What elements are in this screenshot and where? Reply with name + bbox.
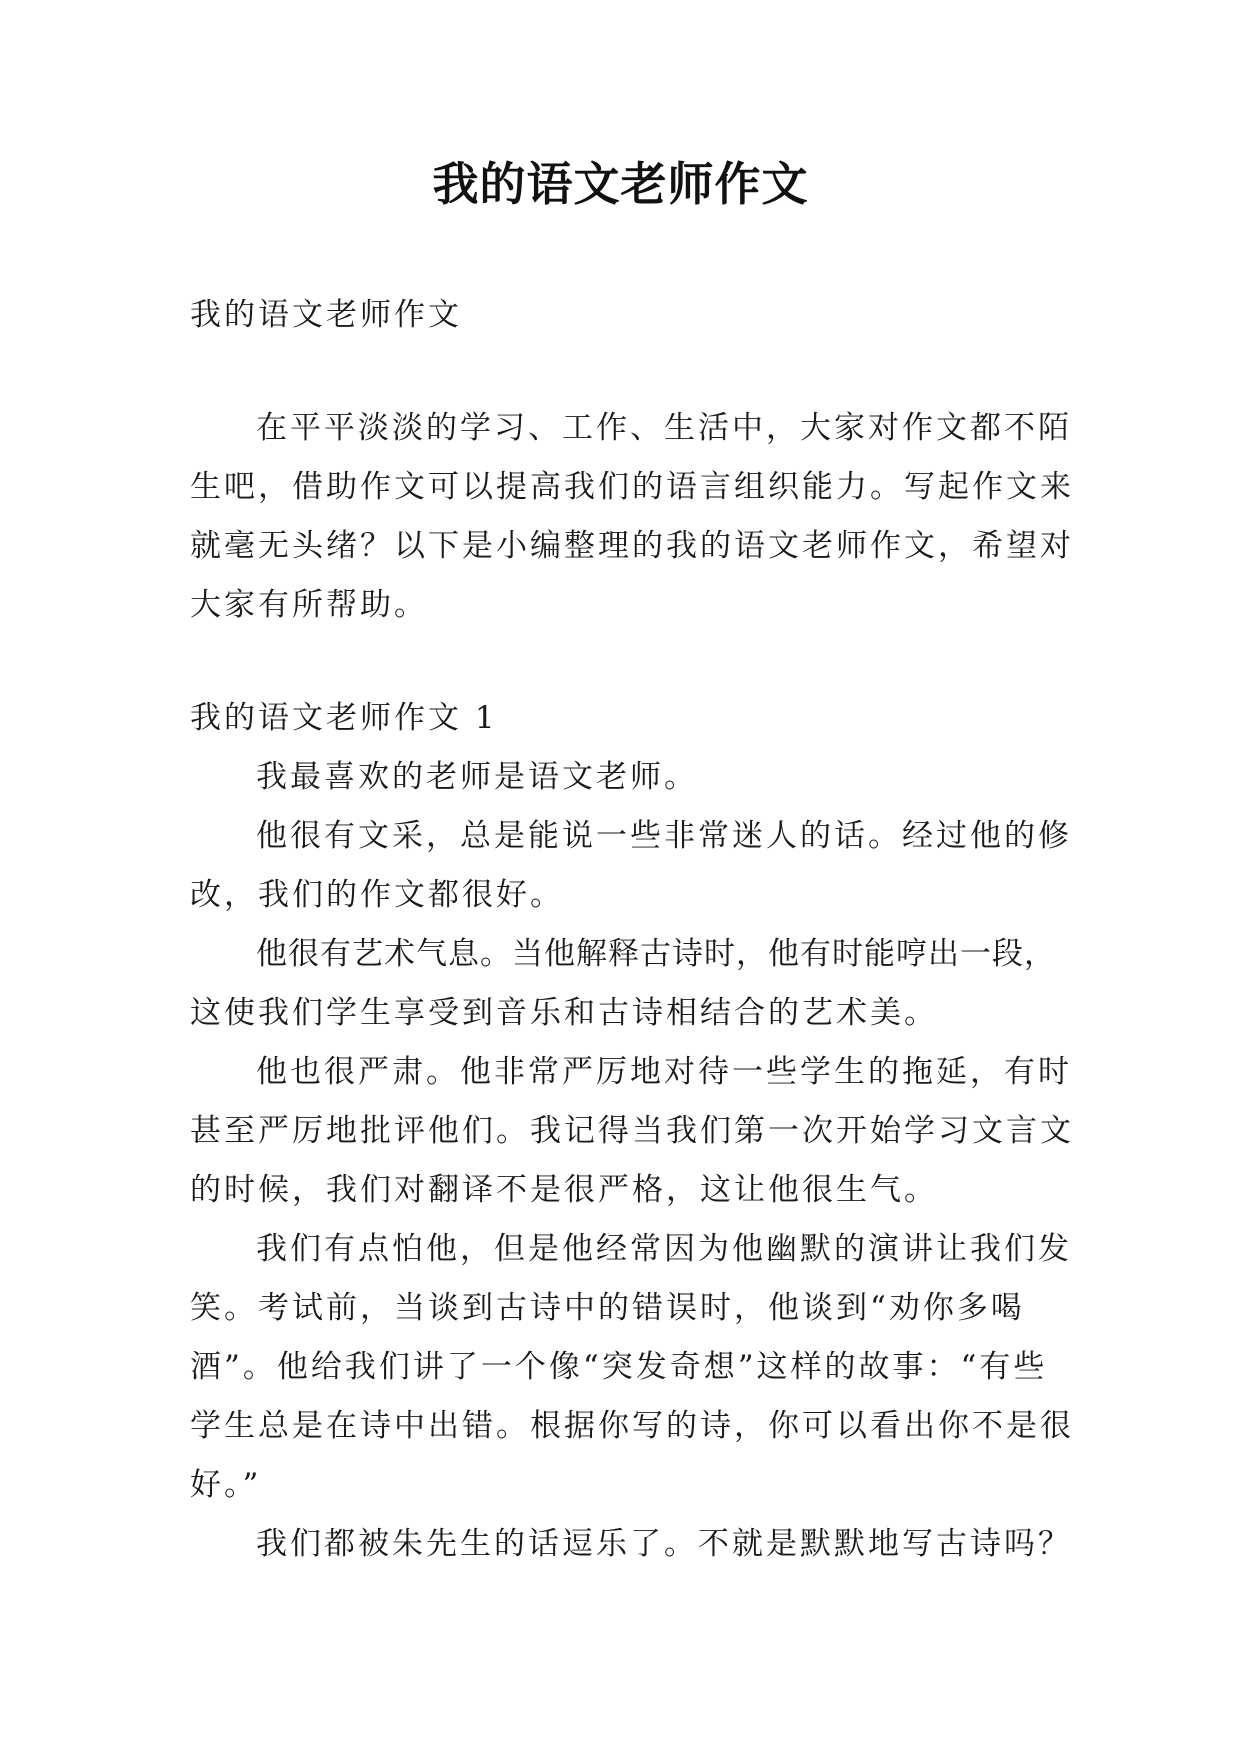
paragraph-line: 改，我们的作文都很好。 — [190, 877, 564, 913]
paragraph-line: 笑。考试前，当谈到古诗中的错误时，他谈到“劝你多喝 — [190, 1290, 1025, 1326]
essay-heading: 我的语文老师作文 1 — [190, 700, 498, 736]
paragraph-line: 他很有艺术气息。当他解释古诗时，他有时能哼出一段， — [256, 936, 1056, 972]
intro-line: 大家有所帮助。 — [190, 587, 428, 623]
paragraph-line: 我们都被朱先生的话逗乐了。不就是默默地写古诗吗？ — [256, 1526, 1072, 1562]
paragraph-line: 好。” — [190, 1467, 262, 1503]
essay-paragraph — [190, 1043, 1074, 1220]
paragraph-line: 甚至严厉地批评他们。我记得当我们第一次开始学习文言文 — [190, 1113, 1074, 1149]
paragraph-line: 他也很严肃。他非常严厉地对待一些学生的拖延，有时 — [256, 1054, 1072, 1090]
paragraph-line: 他很有文采，总是能说一些非常迷人的话。经过他的修 — [256, 818, 1072, 854]
document-title: 我的语文老师作文 — [432, 157, 809, 211]
intro-line: 生吧，借助作文可以提高我们的语言组织能力。写起作文来 — [190, 469, 1074, 505]
intro-line: 就毫无头绪？以下是小编整理的我的语文老师作文，希望对 — [190, 528, 1074, 564]
essay-paragraph — [190, 748, 1060, 807]
essay-paragraph — [190, 1515, 1072, 1574]
document-subtitle: 我的语文老师作文 — [190, 297, 462, 333]
essay-paragraph — [190, 807, 1072, 925]
essay-paragraph — [190, 925, 1060, 1043]
document-body — [190, 286, 1074, 1574]
intro-paragraph — [190, 399, 1074, 635]
intro-line: 在平平淡淡的学习、工作、生活中，大家对作文都不陌 — [256, 410, 1072, 446]
paragraph-line: 酒”。他给我们讲了一个像“突发奇想”这样的故事：“有些 — [190, 1349, 1048, 1385]
paragraph-line: 学生总是在诗中出错。根据你写的诗，你可以看出你不是很 — [190, 1408, 1074, 1444]
essay-paragraph — [190, 1220, 1074, 1515]
paragraph-line: 的时候，我们对翻译不是很严格，这让他很生气。 — [190, 1172, 938, 1208]
paragraph-line: 我最喜欢的老师是语文老师。 — [256, 759, 698, 795]
paragraph-line: 我们有点怕他，但是他经常因为他幽默的演讲让我们发 — [256, 1231, 1072, 1267]
paragraph-line: 这使我们学生享受到音乐和古诗相结合的艺术美。 — [190, 995, 938, 1031]
